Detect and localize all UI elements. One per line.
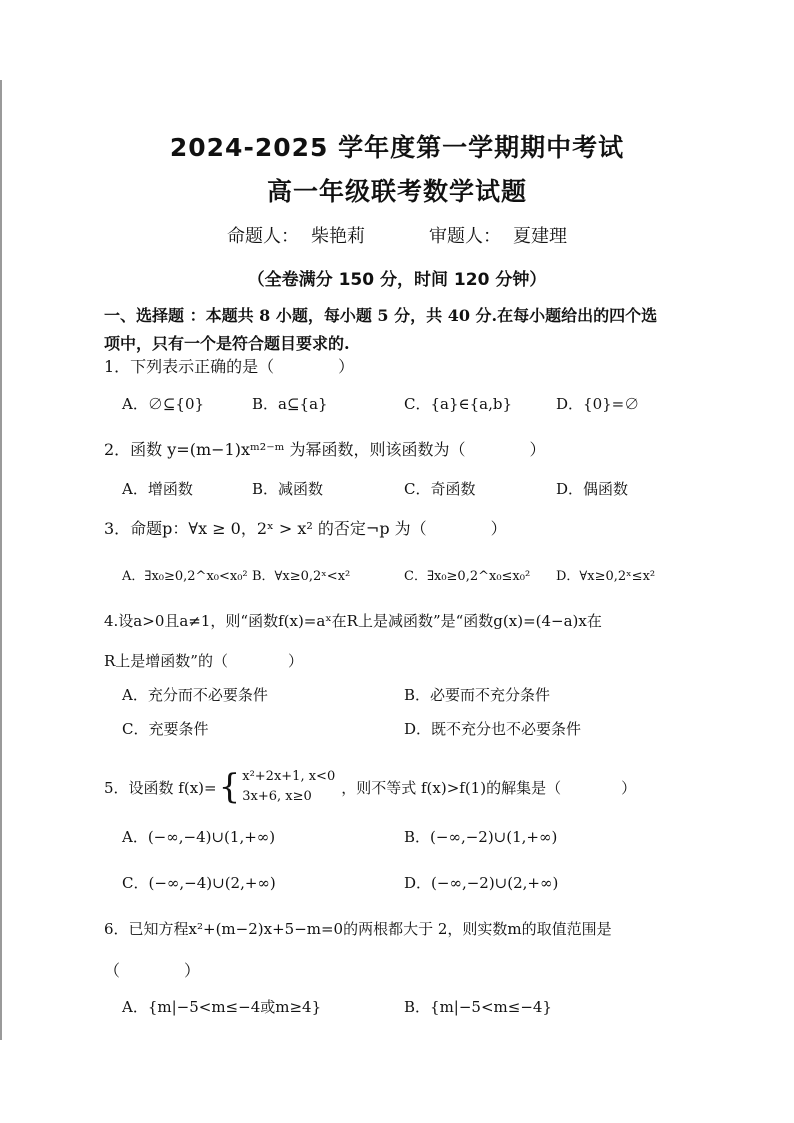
q1-option-b: B．a⊆{a} [252, 395, 328, 413]
q6-option-b: B．{m|−5<m≤−4} [404, 998, 552, 1016]
q3-option-d: D．∀x≥0,2ˣ≤x² [556, 569, 656, 584]
exam-title: 2024-2025 学年度第一学期期中考试 [169, 133, 625, 162]
q5-case2: 3x+6, x≥0 [242, 789, 312, 804]
q5-stem-suffix: ，则不等式 f(x)>f(1)的解集是（ ） [341, 778, 637, 797]
q6-option-a: A．{m|−5<m≤−4或m≥4} [122, 998, 322, 1016]
author-name: 柴艳莉 [311, 226, 365, 247]
q1-option-c: C．{a}∈{a,b} [404, 395, 513, 413]
q4-option-b: B．必要而不充分条件 [404, 686, 551, 704]
q5-stem-prefix: 5．设函数 f(x)= [104, 778, 217, 797]
section-text-line1: 一、选择题 ：本题共 8 小题，每小题 5 分，共 40 分.在每小题给出的四个选 [104, 306, 658, 325]
q1-stem: 1．下列表示正确的是（ ） [104, 357, 355, 376]
q6-stem-line2: （ ） [104, 961, 201, 980]
exam-note: （全卷满分 150 分，时间 120 分钟） [247, 270, 547, 290]
q3-stem: 3．命题p：∀x ≥ 0，2ˣ > x² 的否定¬p 为（ ） [104, 519, 507, 538]
q2-stem: 2．函数 y=(m−1)xᵐ²⁻ᵐ 为幂函数，则该函数为（ ） [104, 440, 546, 459]
q3-option-c: C．∃x₀≥0,2^x₀≤x₀² [404, 569, 531, 584]
reviewer-label: 审题人： [429, 226, 501, 247]
q3-option-a: A．∃x₀≥0,2^x₀<x₀² [122, 569, 248, 584]
q4-option-a: A．充分而不必要条件 [122, 686, 268, 704]
reviewer-name: 夏建理 [513, 226, 567, 247]
q2-option-d: D．偶函数 [556, 480, 629, 498]
q5-case1: x²+2x+1, x<0 [242, 769, 336, 784]
section-heading [104, 302, 704, 358]
q4-stem-line1: 4.设a>0且a≠1，则“函数f(x)=aˣ在R上是减函数”是“函数g(x)=(4−a)x在 [104, 612, 602, 630]
exam-subtitle: 高一年级联考数学试题 [266, 177, 527, 206]
author-label: 命题人： [227, 226, 299, 247]
q5-piecewise [242, 767, 335, 807]
section-text-line2: 项中，只有一个是符合题目要求的. [104, 334, 350, 353]
q5-option-a: A．(−∞,−4)∪(1,+∞) [122, 828, 276, 846]
brace-icon: { [218, 767, 241, 807]
q5-option-c: C．(−∞,−4)∪(2,+∞) [122, 874, 276, 892]
q4-option-c: C．充要条件 [122, 720, 209, 738]
q6-stem-line1: 6．已知方程x²+(m−2)x+5−m=0的两根都大于 2，则实数m的取值范围是 [104, 920, 612, 938]
authors-line [0, 222, 794, 248]
q1-option-d: D．{0}=∅ [556, 395, 640, 413]
q5-option-b: B．(−∞,−2)∪(1,+∞) [404, 828, 558, 846]
q5-option-d: D．(−∞,−2)∪(2,+∞) [404, 874, 559, 892]
q4-option-d: D．既不充分也不必要条件 [404, 720, 582, 738]
q2-option-a: A．增函数 [122, 480, 193, 498]
q3-option-b: B．∀x≥0,2ˣ<x² [252, 569, 351, 584]
q2-option-c: C．奇函数 [404, 480, 476, 498]
q1-option-a: A．∅⊆{0} [122, 395, 205, 413]
q2-option-b: B．减函数 [252, 480, 324, 498]
q5-stem [104, 767, 636, 807]
q4-stem-line2: R上是增函数”的（ ） [104, 652, 303, 670]
